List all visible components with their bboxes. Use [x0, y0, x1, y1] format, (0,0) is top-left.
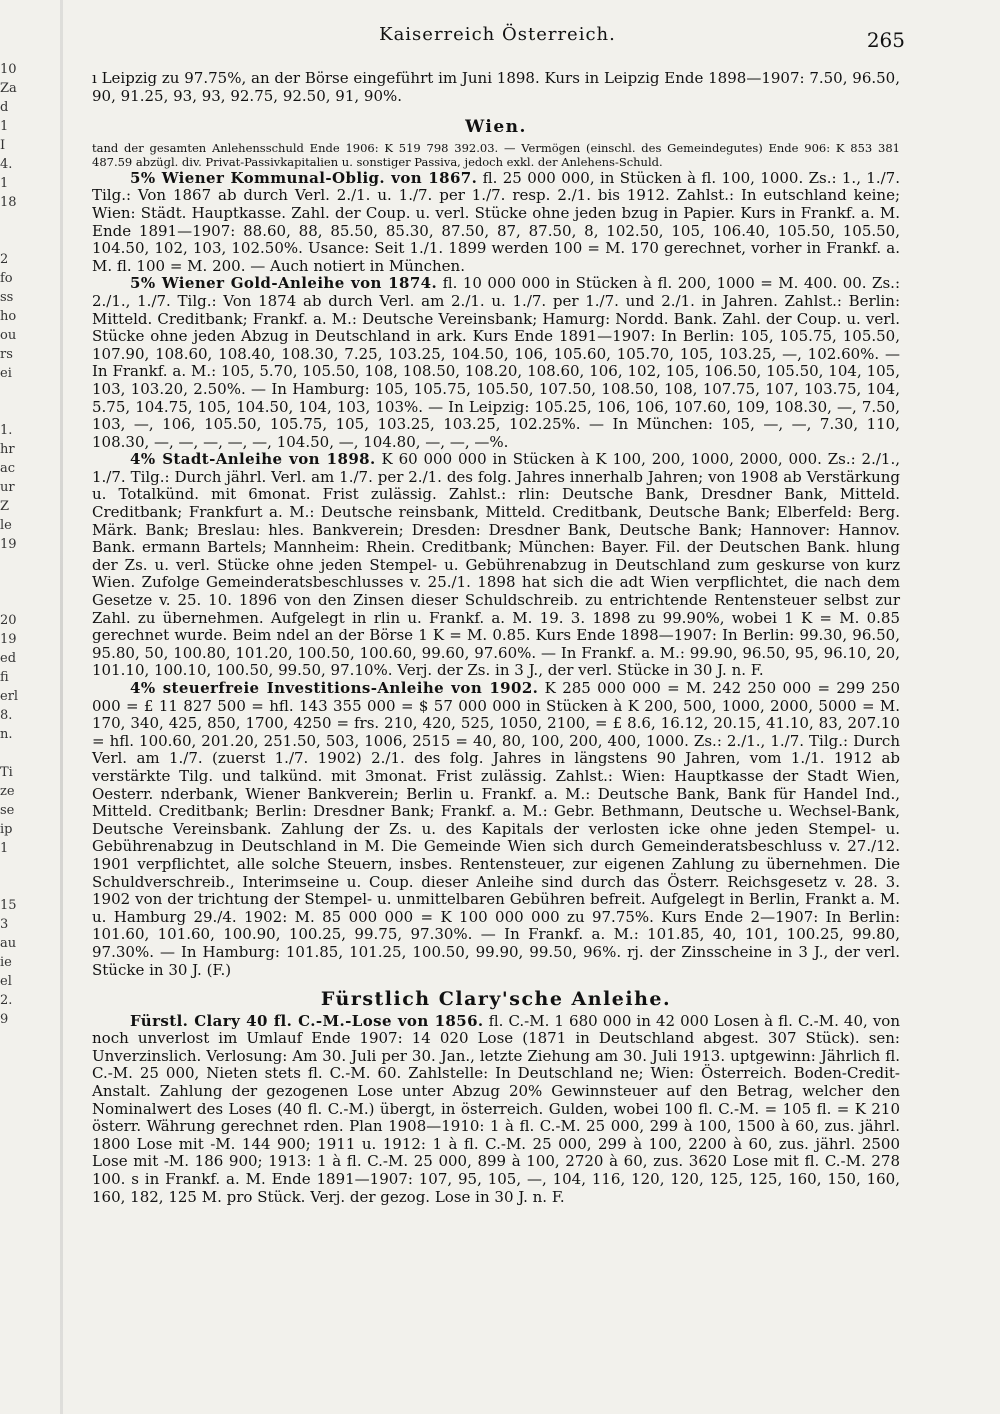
margin-fragment [0, 1029, 22, 1048]
margin-fragment: 1 [0, 176, 9, 191]
margin-fragment: I [0, 138, 6, 153]
margin-fragment: rs [0, 347, 13, 362]
wien-debt-note: tand der gesamten Anlehensschuld Ende 1906: K 519 798 392.03. — Vermögen (einschl. des Gemeindegutes) Ende 906: K 853 381 487.59 abzügl. div. Privat-Passivkapitalien u. sonstiger Passiva, jedoch exkl. der Anlehens-Schuld. [92, 140, 900, 170]
entry-text: fl. 10 000 000 in Stücken à fl. 200, 1000 = M. 400. 00. Zs.: 2./1., 1./7. Tilg.: Von 1874 ab durch Verl. am 2./1. u. 1./7. per 1./7. und 2./1. in Jahren. Zahlst.: Berlin: Mitteld. Creditbank; Frankf. a. M.: Deutsche Vereinsbank; Hamurg: Nordd. Bank. Zahl. der Coup. u. verl. Stücke ohne jeden Abzug in Deutschland in ark. Kurs Ende 1891—1907: In Berlin: 105, 105.75, 105.50, 107.90, 108.60, 108.40, 108.30, 7.25, 103.25, 104.50, 106, 105.60, 105.70, 105, 103.25, —, 102.60%. — In Frankf. a. M.: 105, 5.70, 105.50, 108, 108.50, 108.20, 108.60, 106, 102, 105, 106.50, 105.50, 104, 105, 103, 103.20, 2.50%. — In Hamburg: 105, 105.75, 105.50, 107.50, 108.50, 108, 107.75, 107, 103.75, 104, 5.75, 104.75, 105, 104.50, 104, 103, 103%. — In Leipzig: 105.25, 106, 106, 107.60, 109, 108.30, —, 7.50, 103, —, 106, 105.50, 105.75, 105, 103.25, 103.25, 102.25%. — In München: 105, —, —, 7.30, 110, 108.30, —, —, —, —, —, 104.50, —, 104.80, —, —, —%. [92, 274, 900, 451]
margin-fragment: ou [0, 328, 17, 343]
margin-fragment: 2 [0, 252, 9, 267]
margin-fragment [0, 554, 22, 573]
margin-fragment: ze [0, 784, 15, 799]
margin-fragment: fi [0, 670, 9, 685]
entry-text: K 285 000 000 = M. 242 250 000 = 299 250 000 = £ 11 827 500 = hfl. 143 355 000 = $ 57 000 000 in Stücken à K 200, 500, 1000, 2000, 5000 = M. 170, 340, 425, 850, 1700, 4250 = frs. 210, 420, 525, 1050, 2100, = £ 8.6, 16.12, 20.15, 41.10, 83, 207.10 = hfl. 100.60, 201.20, 251.50, 503, 1006, 2515 = 40, 80, 100, 200, 400, 1000. Zs.: 2./1., 1./7. Tilg.: Durch Verl. am 1./7. (zuerst 1./7. 1902) 2./1. des folg. Jahres in längstens 90 Jahren, vom 1./1. 1912 ab verstärkte Tilg. und talkünd. mit 3monat. Frist zulässig. Zahlst.: Wien: Hauptkasse der Stadt Wien, Oesterr. nderbank, Wiener Bankverein; Berlin u. Frankf. a. M.: Deutsche Bank, Bank für Handel Ind., Mitteld. Creditbank; Berlin: Dresdner Bank; Frankf. a. M.: Gebr. Bethmann, Deutsche u. Wechsel-Bank, Deutsche Vereinsbank. Zahlung der Zs. u. des Kapitals der verlosten icke ohne jeden Stempel- u. Gebührenabzug in Deutschland in M. Die Gemeinde Wien sich durch Gemeinderatsbeschluss v. 27./12. 1901 verpflichtet, alle solche Steuern, insbes. Rentensteuer, zur eigenen Zahlung zu übernehmen. Die Schuldverschreib., Interimseine u. Coup. dieser Anleihe sind durch das Österr. Reichsgesetz v. 28. 3. 1902 von der trichtung der Stempel- u. unmittelbaren Gebühren befreit. Aufgelegt in Berlin, Frankt a. M. u. Hamburg 29./4. 1902: M. 85 000 000 = K 100 000 000 zu 97.75%. Kurs Ende 2—1907: In Berlin: 101.60, 101.60, 100.90, 100.25, 99.75, 97.30%. — In Frankf. a. M.: 101.85, 40, 101, 100.25, 99.80, 97.30%. — In Hamburg: 101.85, 101.25, 100.50, 99.90, 99.50, 96%. rj. der Zinsscheine in 3 J., der verl. Stücke in 30 J. (F.) [92, 679, 900, 979]
entry-stadt-anleihe-1898 [92, 451, 900, 680]
margin-fragment [0, 1162, 22, 1181]
margin-fragment: 2. [0, 993, 13, 1008]
previous-page-edge [0, 60, 22, 1360]
margin-fragment: au [0, 936, 17, 951]
margin-fragment: le [0, 518, 12, 533]
margin-fragment: el [0, 974, 12, 989]
section-heading-clary: Fürstlich Clary'sche Anleihe. [320, 988, 672, 1011]
margin-fragment: 1 [0, 841, 9, 856]
margin-fragment: 20 [0, 613, 17, 628]
margin-fragment: erl [0, 689, 19, 704]
entry-investitions-anleihe-1902 [92, 680, 900, 979]
margin-fragment: ss [0, 290, 14, 305]
running-head: Kaiserreich Österreich. [379, 24, 616, 45]
margin-fragment [0, 1067, 22, 1086]
margin-fragment: fo [0, 271, 13, 286]
margin-fragment: 19 [0, 537, 17, 552]
margin-fragment: Za [0, 81, 17, 96]
entry-title: 4% steuerfreie Investitions-Anleihe von 1902. [130, 679, 539, 697]
margin-fragment: 1. [0, 423, 13, 438]
margin-fragment: ei [0, 366, 12, 381]
margin-fragment: Z [0, 499, 10, 514]
page-header [90, 24, 905, 54]
entry-title: Fürstl. Clary 40 fl. C.-M.-Lose von 1856. [130, 1011, 484, 1030]
margin-fragment [0, 1048, 22, 1067]
margin-fragment: se [0, 803, 15, 818]
entry-clary-lose-1856 [92, 1013, 900, 1207]
margin-fragment [0, 1181, 22, 1200]
margin-fragment [0, 1124, 22, 1143]
margin-fragment [0, 1105, 22, 1124]
margin-fragment: 4. [0, 157, 13, 172]
page-number: 265 [866, 28, 905, 52]
margin-fragment: 3 [0, 917, 9, 932]
entry-title: 4% Stadt-Anleihe von 1898. [130, 450, 376, 469]
margin-fragment [0, 383, 22, 402]
entry-text: fl. 25 000 000, in Stücken à fl. 100, 1000. Zs.: 1., 1./7. Tilg.: Von 1867 ab durch Verl. 2./1. u. 1./7. per 1./7. resp. 2./1. bis 1912. Zahlst.: In eutschland keine; Wien: Städt. Hauptkasse. Zahl. der Coup. u. verl. Stücke ohne jeden bzug in Papier. Kurs in Frankf. a. M. Ende 1891—1907: 88.60, 88, 85.50, 85.30, 87.50, 87, 87.50, 8, 102.50, 105, 106.40, 105.50, 105.50, 104.50, 102, 103, 102.50%. Usance: Seit 1./1. 1899 werden 100 = M. 170 gerechnet, vorher in Frankf. a. M. fl. 100 = M. 200. — Auch notiert in München. [92, 168, 900, 275]
margin-fragment [0, 573, 22, 592]
entry-title: 5% Wiener Gold-Anleihe von 1874. [130, 274, 438, 293]
margin-fragment: Ti [0, 765, 13, 780]
margin-fragment: 9 [0, 1012, 9, 1027]
entry-title: 5% Wiener Kommunal-Oblig. von 1867. [130, 168, 478, 187]
page-body [92, 70, 900, 1206]
margin-fragment: 1 [0, 119, 9, 134]
margin-fragment [0, 231, 22, 250]
entry-kommunal-oblig-1867 [92, 170, 900, 276]
margin-fragment: ed [0, 651, 17, 666]
margin-fragment: 10 [0, 62, 17, 77]
margin-fragment: ac [0, 461, 16, 476]
margin-fragment: ie [0, 955, 12, 970]
margin-fragment [0, 1086, 22, 1105]
margin-fragment [0, 877, 22, 896]
margin-fragment [0, 858, 22, 877]
margin-fragment [0, 1238, 22, 1257]
margin-fragment: ur [0, 480, 15, 495]
intro-paragraph: ı Leipzig zu 97.75%, an der Börse eingeführt im Juni 1898. Kurs in Leipzig Ende 1898—1907: 7.50, 96.50, 90, 91.25, 93, 93, 92.75, 92.50, 91, 90%. [92, 69, 900, 105]
margin-fragment [0, 1143, 22, 1162]
margin-fragment: 8. [0, 708, 13, 723]
margin-fragment [0, 1257, 22, 1276]
margin-fragment [0, 1200, 22, 1219]
entry-gold-anleihe-1874 [92, 275, 900, 451]
margin-fragment [0, 212, 22, 231]
entry-text: K 60 000 000 in Stücken à K 100, 200, 1000, 2000, 000. Zs.: 2./1., 1./7. Tilg.: Durch jährl. Verl. am 1./7. per 2./1. des folg. Jahres innerhalb Jahren; von 1908 ab Verstärkung u. Totalkünd. mit 6monat. Frist zulässig. Zahlst.: rlin: Deutsche Bank, Dresdner Bank, Mitteld. Creditbank; Frankfurt a. M.: Deutsche reinsbank, Mitteld. Creditbank, Deutsche Bank; Elberfeld: Berg. Märk. Bank; Breslau: hles. Bankverein; Dresden: Dresdner Bank, Deutsche Bank; Hannover: Hannov. Bank. ermann Bartels; Mannheim: Rhein. Creditbank; München: Bayer. Fil. der Deutschen Bank. hlung der Zs. u. verl. Stücke ohne jeden Stempel- u. Gebührenabzug in Deutschland zum geskurse von kurz Wien. Zufolge Gemeinderatsbeschlusses v. 25./1. 1898 hat sich die adt Wien verpflichtet, die nach dem Gesetze v. 25. 10. 1896 von den Zinsen dieser Schuldschreib. zu entrichtende Rentensteuer selbst zur Zahl. zu übernehmen. Aufgelegt in rlin u. Frankf. a. M. 19. 3. 1898 zu 99.90%, wobei 1 K = M. 0.85 gerechnet wurde. Beim ndel an der Börse 1 K = M. 0.85. Kurs Ende 1898—1907: In Berlin: 99.30, 96.50, 95.80, 50, 100.80, 101.20, 100.50, 100.60, 99.60, 97.60%. — In Frankf. a. M.: 99.90, 96.50, 95, 96.10, 20, 101.10, 100.10, 100.50, 99.50, 97.10%. Verj. der Zs. in 3 J., der verl. Stücke in 30 J. n. F. [92, 450, 900, 680]
page-gutter [60, 0, 63, 1414]
margin-fragment [0, 592, 22, 611]
margin-fragment: ho [0, 309, 17, 324]
margin-fragment: 18 [0, 195, 17, 210]
margin-fragment [0, 1219, 22, 1238]
margin-fragment [0, 402, 22, 421]
section-heading-wien: Wien. [465, 117, 527, 138]
margin-fragment: hr [0, 442, 15, 457]
margin-fragment: 19 [0, 632, 17, 647]
margin-fragment: 15 [0, 898, 17, 913]
margin-fragment: n. [0, 727, 13, 742]
margin-fragment [0, 744, 22, 763]
margin-fragment: ip [0, 822, 13, 837]
entry-text: fl. C.-M. 1 680 000 in 42 000 Losen à fl. C.-M. 40, von noch unverlost im Umlauf Ende 1907: 14 020 Lose (1871 in Deutschland abgest. 307 Stück). sen: Unverzinslich. Verlosung: Am 30. Juli per 30. Jan., letzte Ziehung am 30. Juli 1913. uptgewinn: Jährlich fl. C.-M. 25 000, Nieten stets fl. C.-M. 60. Zahlstelle: In Deutschland ne; Wien: Österreich. Boden-Credit-Anstalt. Zahlung der gezogenen Lose unter Abzug 20% Gewinnsteuer auf den Betrag, welcher den Nominalwert des Loses (40 fl. C.-M.) übergt, in österreich. Gulden, wobei 100 fl. C.-M. = 105 fl. = K 210 österr. Währung gerechnet rden. Plan 1908—1910: 1 à fl. C.-M. 25 000, 299 à 100, 1500 à 60, zus. jährl. 1800 Lose mit -M. 144 900; 1911 u. 1912: 1 à fl. C.-M. 25 000, 299 à 100, 2200 à 60, zus. jährl. 2500 Lose mit -M. 186 900; 1913: 1 à fl. C.-M. 25 000, 899 à 100, 2720 à 60, zus. 3620 Lose mit fl. C.-M. 278 100. s in Frankf. a. M. Ende 1891—1907: 107, 95, 105, —, 104, 116, 120, 120, 125, 125, 160, 150, 160, 160, 182, 125 M. pro Stück. Verj. der gezog. Lose in 30 J. n. F. [92, 1011, 900, 1206]
margin-fragment: d [0, 100, 9, 115]
